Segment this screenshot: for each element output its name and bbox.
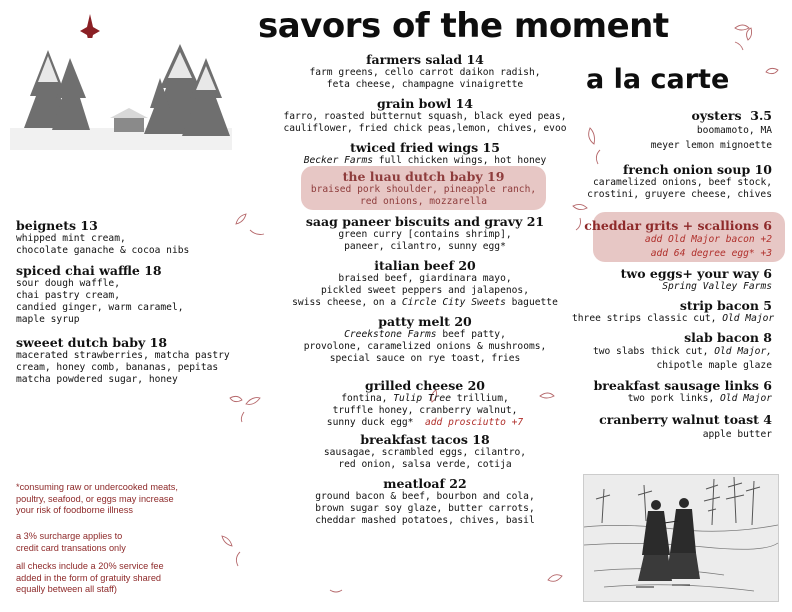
menu-item-french-onion-soup bbox=[572, 162, 772, 201]
item-description: whipped mint cream, bbox=[16, 233, 126, 244]
item-description: green curry [contains shrimp], bbox=[338, 229, 512, 240]
item-description: maple syrup bbox=[16, 314, 80, 325]
item-name: oysters bbox=[691, 108, 742, 123]
menu-item-beignets bbox=[16, 218, 246, 257]
item-name: italian beef bbox=[374, 258, 454, 273]
menu-item-saag-paneer bbox=[270, 214, 580, 253]
item-name: grilled cheese bbox=[365, 378, 464, 393]
item-price: 18 bbox=[149, 335, 168, 350]
addon-bacon: add Old Major bacon +2 bbox=[644, 234, 772, 245]
item-description: meyer lemon mignoette bbox=[650, 140, 772, 151]
item-description: brown sugar soy glaze, butter carrots, bbox=[315, 503, 535, 514]
item-price: 6 bbox=[763, 266, 772, 281]
item-description: braised pork shoulder, pineapple ranch, bbox=[310, 184, 537, 195]
item-name: cranberry walnut toast bbox=[599, 412, 759, 427]
item-name: the luau dutch baby bbox=[342, 169, 483, 184]
menu-item-farmers-salad bbox=[270, 52, 580, 91]
menu-item-sweeet-dutch-baby bbox=[16, 335, 246, 386]
item-price: 20 bbox=[458, 258, 476, 273]
item-description: provolone, caramelized onions & mushrooms, bbox=[303, 341, 547, 352]
item-description: cream, honey comb, bananas, pepitas bbox=[16, 362, 219, 373]
item-price: 20 bbox=[467, 378, 485, 393]
menu-subtitle: a la carte bbox=[586, 64, 730, 95]
item-name: two eggs+ your way bbox=[620, 266, 759, 281]
item-description: red onions, mozzarella bbox=[359, 196, 488, 207]
item-description: braised beef, giardinara mayo, bbox=[338, 273, 512, 284]
menu-item-cheddar-grits bbox=[580, 218, 772, 261]
item-price: 20 bbox=[454, 314, 472, 329]
menu-item-spiced-chai-waffle bbox=[16, 263, 246, 326]
item-description: truffle honey, cranberry walnut, bbox=[332, 405, 518, 416]
menu-item-grilled-cheese: grilled cheese 20 fontina, Tulip Tree trillium, truffle honey, cranberry walnut, sunny duck egg* add prosciutto +7 bbox=[270, 378, 580, 429]
menu-title: savors of the moment bbox=[258, 6, 669, 46]
item-name: saag paneer biscuits and gravy bbox=[305, 214, 523, 229]
item-name: breakfast sausage links bbox=[593, 378, 759, 393]
item-description: matcha powdered sugar, honey bbox=[16, 374, 178, 385]
menu-item-patty-melt: patty melt 20 Creekstone Farms beef patty, provolone, caramelized onions & mushrooms, special sauce on rye toast, fries bbox=[270, 314, 580, 365]
item-description: macerated strawberries, matcha pastry bbox=[16, 350, 230, 361]
item-description: ground bacon & beef, bourbon and cola, bbox=[315, 491, 535, 502]
item-name: french onion soup bbox=[623, 162, 751, 177]
item-description: candied ginger, warm caramel, bbox=[16, 302, 184, 313]
item-name: beignets bbox=[16, 218, 77, 233]
menu-item-luau-dutch-baby bbox=[296, 169, 551, 208]
allergy-notice: *consuming raw or undercooked meats, poultry, seafood, or eggs may increase your risk of foodborne illness bbox=[16, 482, 178, 515]
item-price: 18 bbox=[472, 432, 490, 447]
item-description: boomamoto, MA bbox=[696, 125, 772, 136]
item-name: twiced fried wings bbox=[350, 140, 479, 155]
item-description: chai pastry cream, bbox=[16, 290, 120, 301]
farm-name: Spring Valley Farms bbox=[662, 281, 772, 292]
item-description: farro, roasted butternut squash, black eyed peas, bbox=[283, 111, 567, 122]
item-description: paneer, cilantro, sunny egg* bbox=[344, 241, 506, 252]
bakery-name: Circle City Sweets bbox=[401, 297, 506, 308]
farm-name: Old Major bbox=[722, 313, 775, 324]
item-description: crostini, gruyere cheese, chives bbox=[587, 189, 772, 200]
item-description: pickled sweet peppers and jalapenos, bbox=[321, 285, 529, 296]
menu-item-meatloaf bbox=[270, 476, 580, 527]
menu-item-slab-bacon: slab bacon 8 two slabs thick cut, Old Major, chipotle maple glaze bbox=[572, 330, 772, 373]
leaf-icon bbox=[548, 575, 562, 582]
item-name: grain bowl bbox=[377, 96, 452, 111]
item-description: full chicken wings, hot honey bbox=[373, 155, 547, 166]
leaf-icon bbox=[766, 68, 778, 73]
farm-name: Old Major bbox=[720, 393, 772, 404]
service-fee-notice: all checks include a 20% service fee added in the form of gratuity shared equally between all staff) bbox=[16, 561, 164, 594]
menu-item-oysters bbox=[572, 108, 772, 153]
item-price: 5 bbox=[763, 298, 772, 313]
addon-egg: add 64 degree egg* +3 bbox=[650, 248, 772, 259]
snowy-trees-photo bbox=[10, 38, 232, 150]
menu-item-cranberry-walnut-toast bbox=[572, 412, 772, 442]
item-name: patty melt bbox=[378, 314, 450, 329]
farm-name: Creekstone Farms bbox=[344, 329, 437, 340]
item-price: 14 bbox=[455, 96, 473, 111]
item-price: 22 bbox=[449, 476, 467, 491]
item-description: farm greens, cello carrot daikon radish, bbox=[309, 67, 541, 78]
item-price: 13 bbox=[80, 218, 98, 233]
item-description: red onion, salsa verde, cotija bbox=[338, 459, 512, 470]
item-price: 6 bbox=[763, 218, 772, 233]
item-description: sausagae, scrambled eggs, cilantro, bbox=[323, 447, 527, 458]
item-name: breakfast tacos bbox=[360, 432, 468, 447]
item-price: 4 bbox=[763, 412, 772, 427]
item-name: spiced chai waffle bbox=[16, 263, 140, 278]
menu-item-strip-bacon: strip bacon 5 three strips classic cut, Old Major bbox=[572, 298, 775, 324]
item-price: 21 bbox=[526, 214, 545, 229]
item-description: sour dough waffle, bbox=[16, 278, 120, 289]
farm-name: Becker Farms bbox=[303, 155, 374, 166]
menu-item-two-eggs bbox=[572, 266, 772, 293]
item-description: apple butter bbox=[702, 429, 772, 440]
ice-skaters-engraving bbox=[583, 474, 779, 602]
addon-prosciutto: add prosciutto +7 bbox=[425, 417, 524, 428]
item-price: 14 bbox=[466, 52, 484, 67]
item-price: 3.5 bbox=[750, 108, 772, 123]
farm-name: Old Major, bbox=[714, 346, 772, 357]
leaf-icon bbox=[330, 590, 342, 592]
item-price: 19 bbox=[487, 169, 505, 184]
item-description: chipotle maple glaze bbox=[656, 360, 772, 371]
item-description: special sauce on rye toast, fries bbox=[329, 353, 521, 364]
menu-item-breakfast-sausage-links: breakfast sausage links 6 two pork links, Old Major bbox=[593, 378, 772, 404]
item-price: 15 bbox=[482, 140, 500, 155]
leaf-icon bbox=[222, 536, 240, 566]
item-description: feta cheese, champagne vinaigrette bbox=[326, 79, 524, 90]
item-name: farmers salad bbox=[366, 52, 463, 67]
item-description: caramelized onions, beef stock, bbox=[592, 177, 772, 188]
menu-item-italian-beef: italian beef 20 braised beef, giardinara mayo, pickled sweet peppers and jalapenos, swiss cheese, on a Circle City Sweets baguette bbox=[270, 258, 580, 309]
item-price: 8 bbox=[763, 330, 772, 345]
item-name: meatloaf bbox=[383, 476, 445, 491]
item-price: 18 bbox=[144, 263, 162, 278]
item-description: chocolate ganache & cocoa nibs bbox=[16, 245, 190, 256]
item-name: cheddar grits + scallions bbox=[584, 218, 759, 233]
farm-name: Tulip Tree bbox=[393, 393, 451, 404]
item-name: slab bacon bbox=[684, 330, 759, 345]
item-name: sweeet dutch baby bbox=[16, 335, 146, 350]
item-price: 10 bbox=[754, 162, 772, 177]
menu-item-twiced-fried-wings bbox=[270, 140, 580, 167]
surcharge-notice: a 3% surcharge applies to credit card transations only bbox=[16, 531, 126, 553]
menu-item-grain-bowl bbox=[270, 96, 580, 135]
item-description: cheddar mashed potatoes, chives, basil bbox=[315, 515, 535, 526]
item-name: strip bacon bbox=[679, 298, 759, 313]
item-price: 6 bbox=[763, 378, 772, 393]
item-description: cauliflower, fried chick peas,lemon, chives, evoo bbox=[283, 123, 567, 134]
menu-item-breakfast-tacos bbox=[270, 432, 580, 471]
leaf-icon bbox=[230, 396, 260, 422]
